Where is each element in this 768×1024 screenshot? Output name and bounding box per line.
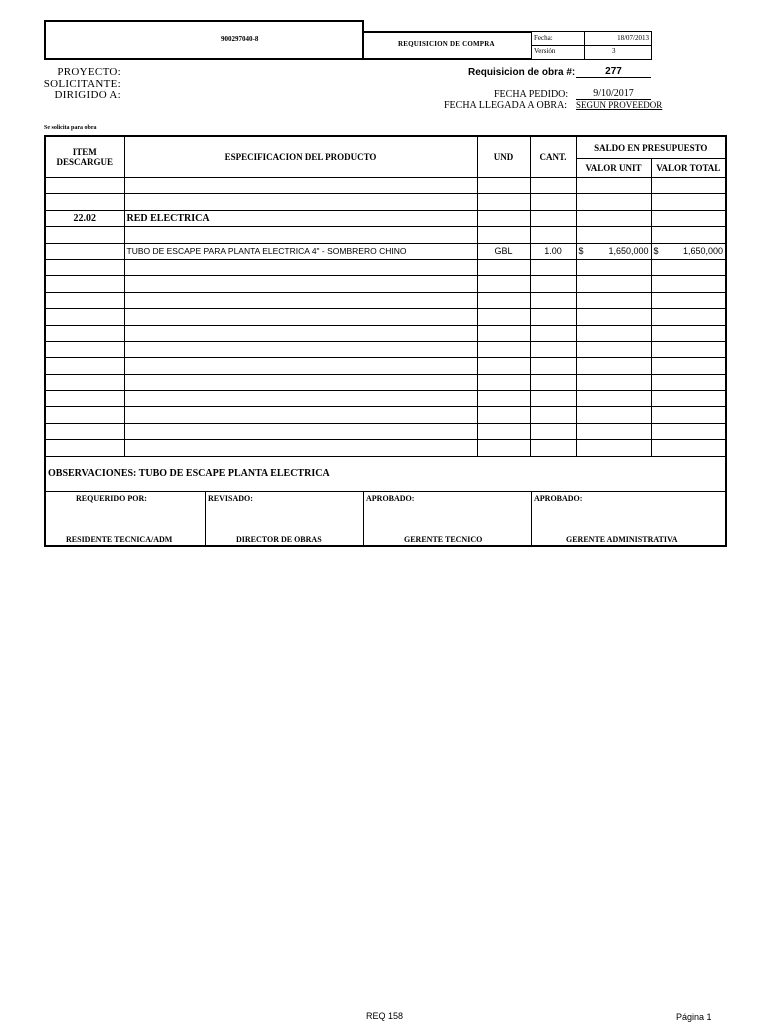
table-row: [45, 440, 726, 456]
gerente-admin-signature: GERENTE ADMINISTRATIVA: [566, 534, 678, 544]
currency-symbol: $: [578, 246, 584, 257]
requisicion-label: Requisicion de obra #:: [468, 67, 576, 78]
header-item-descargue: ITEM DESCARGUE: [45, 136, 124, 178]
aprobado-label-1: APROBADO:: [366, 493, 415, 503]
proyecto-label: PROYECTO:: [57, 66, 121, 78]
items-table: [44, 135, 727, 547]
line-valor-unit: 1,650,000: [608, 246, 649, 257]
table-row: [45, 325, 726, 341]
header-valor-total: VALOR TOTAL: [651, 159, 726, 178]
line-valor-total: 1,650,000: [682, 246, 723, 257]
table-row: [45, 276, 726, 292]
fecha-value: 18/07/2013: [617, 34, 649, 42]
line-description: TUBO DE ESCAPE PARA PLANTA ELECTRICA 4" - SOMBRERO CHINO: [124, 243, 477, 259]
table-row: [45, 259, 726, 275]
header-especificacion: ESPECIFICACION DEL PRODUCTO: [124, 136, 477, 178]
fecha-pedido-label: FECHA PEDIDO:: [494, 89, 569, 100]
fecha-label: Fecha:: [534, 34, 553, 42]
line-valor-unit-cell: [576, 243, 651, 259]
solicitante-label: SOLICITANTE:: [43, 78, 121, 90]
fecha-llegada-value: SEGUN PROVEEDOR: [576, 100, 663, 110]
table-row: [45, 194, 726, 210]
line-und: GBL: [477, 243, 530, 259]
table-row: [45, 309, 726, 325]
document-title: REQUISICION DE COMPRA: [398, 40, 495, 48]
table-row: [45, 178, 726, 194]
solicitud-note: Se solicita para obra: [44, 125, 97, 131]
revisado-label: REVISADO:: [208, 493, 253, 503]
line-valor-total-cell: [651, 243, 726, 259]
director-signature: DIRECTOR DE OBRAS: [236, 534, 322, 544]
signature-row: [45, 491, 726, 546]
table-row: [45, 243, 726, 259]
section-item-code: 22.02: [45, 210, 124, 226]
dirigido-label: DIRIGIDO A:: [54, 89, 121, 101]
observaciones: OBSERVACIONES: TUBO DE ESCAPE PLANTA ELECTRICA: [45, 456, 726, 491]
fecha-llegada-label: FECHA LLEGADA A OBRA:: [444, 100, 568, 111]
table-row: [45, 292, 726, 308]
gerente-tecnico-signature: GERENTE TECNICO: [404, 534, 483, 544]
nit-number: 900297040-8: [221, 35, 259, 43]
header-meta-box: [531, 31, 652, 60]
table-row: [45, 423, 726, 439]
section-name: RED ELECTRICA: [124, 210, 477, 226]
requerido-label: REQUERIDO POR:: [76, 493, 147, 503]
table-row: [45, 341, 726, 357]
table-row: [45, 374, 726, 390]
header-und: UND: [477, 136, 530, 178]
table-row: [45, 358, 726, 374]
table-row: [45, 210, 726, 226]
currency-symbol: $: [653, 246, 659, 257]
observaciones-row: [45, 456, 726, 491]
header-valor-unit: VALOR UNIT: [576, 159, 651, 178]
footer-page: Página 1: [676, 1012, 712, 1022]
table-row: [45, 227, 726, 243]
fecha-pedido-value: 9/10/2017: [576, 88, 651, 100]
table-row: [45, 391, 726, 407]
header-title-box: [362, 31, 532, 60]
residente-signature: RESIDENTE TECNICA/ADM: [66, 534, 173, 544]
version-label: Versión: [534, 47, 556, 55]
footer-req: REQ 158: [366, 1011, 404, 1021]
table-row: [45, 407, 726, 423]
requisicion-number: 277: [576, 66, 651, 78]
aprobado-label-2: APROBADO:: [534, 493, 583, 503]
header-box: [44, 20, 364, 60]
header-saldo-presupuesto: SALDO EN PRESUPUESTO: [576, 136, 726, 159]
version-value: 3: [612, 47, 616, 55]
line-cant: 1.00: [530, 243, 576, 259]
header-cant: CANT.: [530, 136, 576, 178]
